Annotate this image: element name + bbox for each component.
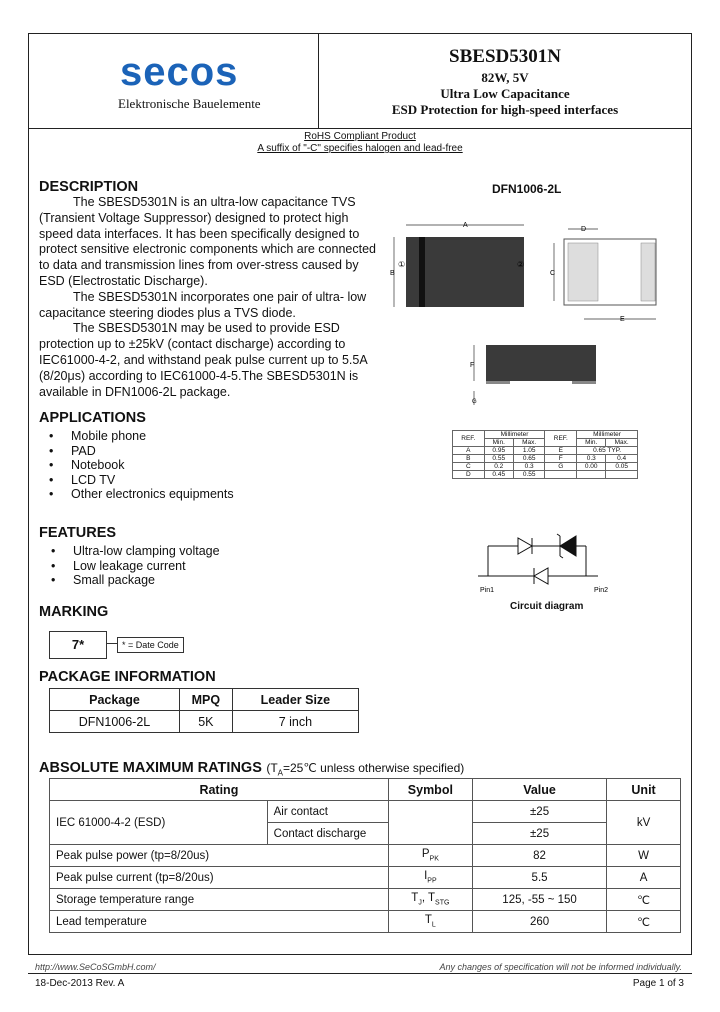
- dim-header-max: Max.: [513, 439, 545, 447]
- cathode-band: [419, 237, 425, 307]
- dim-label-a: A: [463, 222, 468, 229]
- dim-label-b: B: [390, 270, 395, 277]
- ratings-condition: ($T_A=25℃$ unless otherwise specified): [266, 761, 465, 778]
- part-number: SBESD5301N: [449, 46, 561, 67]
- unit-header: Unit: [607, 779, 681, 801]
- company-tagline: Elektronische Bauelemente: [118, 96, 261, 111]
- table-row: DFN1006-2L 5K 7 inch: [50, 711, 359, 733]
- dimension-table: [452, 430, 638, 479]
- table-row: IEC 61000-4-2 (ESD) Air contact ±25 kV: [50, 801, 681, 823]
- mpq-header: MPQ: [179, 689, 232, 711]
- package-info-table: [49, 688, 359, 733]
- table-row: A 0.95 1.05 E 0.65 TYP.: [453, 447, 638, 455]
- dim-header-max: Max.: [606, 439, 638, 447]
- circuit-diagram: [476, 530, 616, 594]
- list-item: • Ultra-low clamping voltage: [41, 544, 220, 559]
- pad-left: [568, 243, 598, 301]
- table-row: Contact discharge ±25: [50, 823, 681, 845]
- applications-list: [39, 429, 234, 502]
- ratings-heading-line: [39, 759, 464, 777]
- dim-label-e: E: [620, 316, 625, 323]
- features-list: [41, 544, 220, 588]
- dim-label-g: G: [472, 399, 477, 405]
- package-header: Package: [50, 689, 180, 711]
- footer-date: 18-Dec-2013 Rev. A: [35, 978, 125, 989]
- features-heading: FEATURES: [39, 525, 117, 541]
- dim-header-ref: REF.: [545, 431, 577, 447]
- description-body: [39, 195, 384, 400]
- dim-label-c: C: [550, 270, 556, 277]
- marking-leader: [107, 643, 117, 644]
- pin2-marker: ②: [517, 260, 525, 269]
- footer-url[interactable]: http://www.SeCoSGmbH.com/: [35, 962, 156, 972]
- dim-label-d: D: [581, 226, 587, 233]
- company-logo: secos: [120, 50, 239, 94]
- rohs-note: A suffix of "-C" specifies halogen and lead-free: [257, 143, 463, 154]
- dim-header-ref: REF.: [453, 431, 485, 447]
- footer-page: Page 1 of 3: [632, 978, 684, 989]
- package-side-view: [486, 345, 596, 381]
- dim-header-min: Min.: [484, 439, 513, 447]
- list-item: • Small package: [41, 573, 220, 588]
- marking-legend: * = Date Code: [117, 637, 184, 653]
- table-row: C 0.2 0.3 G 0.00 0.05: [453, 463, 638, 471]
- list-item: • Other electronics equipments: [39, 487, 234, 502]
- description-paragraph: The SBESD5301N incorporates one pair of ultra- low capacitance steering diodes plus a TVS diode.: [39, 289, 367, 320]
- ratings-heading: ABSOLUTE MAXIMUM RATINGS: [39, 760, 262, 776]
- list-item: • Low leakage current: [41, 559, 220, 574]
- footer-divider: [28, 973, 692, 974]
- leader-size-header: Leader Size: [232, 689, 358, 711]
- package-info-heading: PACKAGE INFORMATION: [39, 669, 216, 685]
- circuit-caption: Circuit diagram: [510, 601, 584, 612]
- table-row: Peak pulse current (tp=8/20us) $I_{PP}$ 5.5 A: [50, 867, 681, 889]
- dim-header-min: Min.: [577, 439, 606, 447]
- symbol-header: Symbol: [388, 779, 472, 801]
- ratings-table: [49, 778, 681, 933]
- description-heading: DESCRIPTION: [39, 179, 139, 195]
- list-item: • Mobile phone: [39, 429, 234, 444]
- list-item: • Notebook: [39, 458, 234, 473]
- circuit-pin2-label: Pin2: [594, 587, 609, 594]
- dim-header-mm: Millimeter: [484, 431, 545, 439]
- applications-heading: APPLICATIONS: [39, 410, 146, 426]
- pin1-marker: ①: [398, 260, 406, 269]
- header-line1: Ultra Low Capacitance: [440, 86, 570, 101]
- rating-summary: 82W, 5V: [481, 70, 529, 85]
- dim-label-f: F: [470, 362, 475, 369]
- description-paragraph: The SBESD5301N is an ultra-low capacitance TVS (Transient Voltage Suppressor) designed to protect high speed data interfaces. It has been specifically designed to protect sensitive electronic components which are connected to data and transmission lines from over-stress caused by ESD (Electrostatic Discharge).: [39, 195, 376, 288]
- table-row: B 0.55 0.65 F 0.3 0.4: [453, 455, 638, 463]
- list-item: • LCD TV: [39, 473, 234, 488]
- table-row: D 0.45 0.55: [453, 471, 638, 479]
- rating-header: Rating: [50, 779, 389, 801]
- value-header: Value: [472, 779, 606, 801]
- header-line2: ESD Protection for high-speed interfaces: [391, 102, 619, 117]
- dim-header-mm: Millimeter: [577, 431, 638, 439]
- package-drawing-title: DFN1006-2L: [492, 182, 562, 196]
- list-item: • PAD: [39, 444, 234, 459]
- table-row: Storage temperature range $T_J$, $T_{STG}$ 125, -55 ~ 150 ℃: [50, 889, 681, 911]
- table-row: Peak pulse power (tp=8/20us) $P_{PK}$ 82 W: [50, 845, 681, 867]
- table-row: Lead temperature $T_L$ 260 ℃: [50, 911, 681, 933]
- marking-heading: MARKING: [39, 604, 109, 620]
- header-divider: [28, 128, 692, 129]
- pad-right: [641, 243, 655, 301]
- package-outline-drawing: [388, 215, 668, 415]
- rohs-title: RoHS Compliant Product: [304, 131, 416, 142]
- marking-code-box: 7*: [49, 631, 107, 659]
- circuit-pin1-label: Pin1: [480, 587, 495, 594]
- description-paragraph: The SBESD5301N may be used to provide ESD protection up to ±25kV (contact discharge) according to IEC61000-4-2, and withstand peak pulse current up to 5.5A (8/20μs) according to IEC61000-4-5.The SBESD5301N is available in DFN1006-2L package.: [39, 321, 367, 399]
- footer-notice: Any changes of specification will not be informed individually.: [439, 962, 682, 972]
